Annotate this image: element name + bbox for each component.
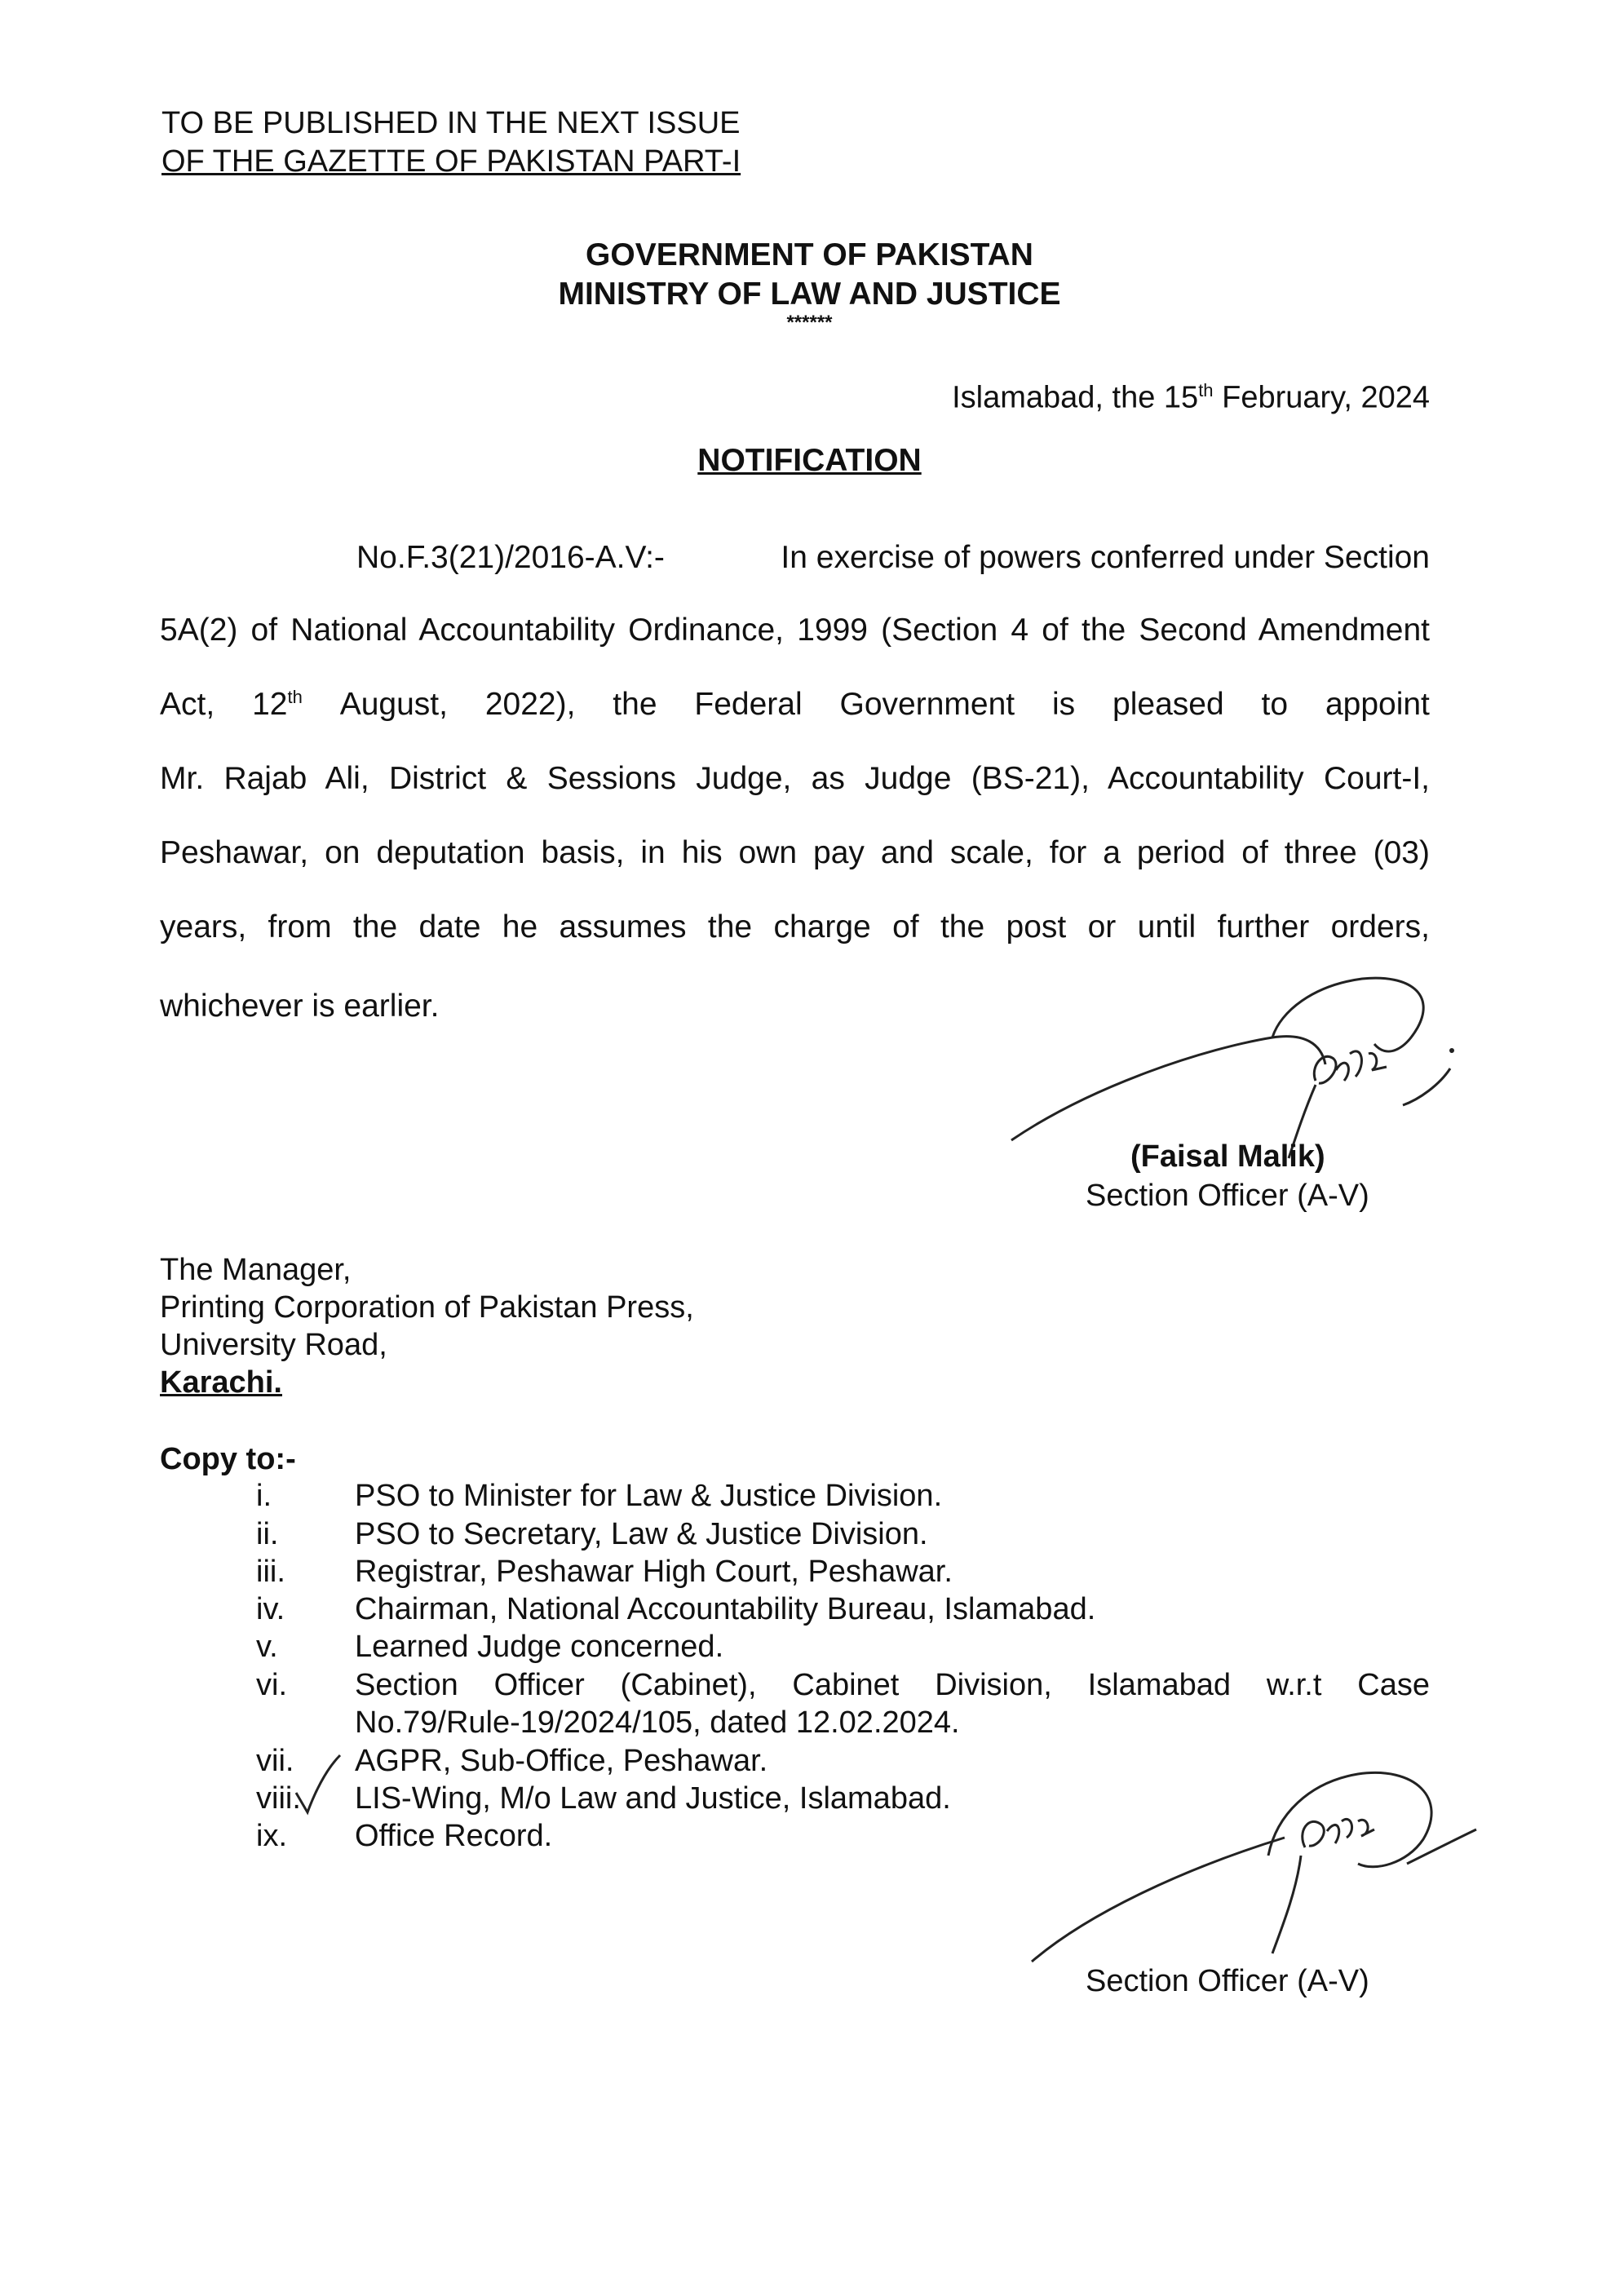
dateline-prefix: Islamabad, the 15 xyxy=(952,380,1199,415)
footer-signatory-designation: Section Officer (A-V) xyxy=(1086,1964,1369,1998)
body-line-6: years, from the date he assumes the charge of the post or until further orders, xyxy=(160,909,1430,945)
header-stars: ****** xyxy=(786,312,833,334)
body-word: Government xyxy=(839,687,1015,722)
body-word: August, xyxy=(339,687,448,722)
list-item-number: v. xyxy=(256,1630,278,1664)
copy-to-heading: Copy to:- xyxy=(160,1442,296,1476)
body-word: is xyxy=(1051,687,1076,722)
addressee-block xyxy=(160,1251,694,1401)
gazette-line-2: OF THE GAZETTE OF PAKISTAN PART-I xyxy=(161,144,741,179)
body-word: 2022), xyxy=(484,687,576,722)
list-item-text: PSO to Minister for Law & Justice Division. xyxy=(355,1479,943,1513)
list-item-number: vii. xyxy=(256,1744,294,1778)
list-item-number: viii. xyxy=(256,1781,301,1816)
signatory-name: (Faisal Malik) xyxy=(1130,1139,1325,1174)
body-line-5: Peshawar, on deputation basis, in his own pay and scale, for a period of three (03) xyxy=(160,835,1430,870)
list-item-text: Registrar, Peshawar High Court, Peshawar. xyxy=(355,1555,953,1589)
list-item-number: iii. xyxy=(256,1555,285,1589)
body-word: Act, xyxy=(160,687,215,722)
addressee-city: Karachi. xyxy=(160,1365,282,1400)
tick-mark xyxy=(290,1745,347,1819)
list-item-text: LIS-Wing, M/o Law and Justice, Islamabad. xyxy=(355,1781,951,1816)
body-word: the xyxy=(613,687,657,722)
list-item-number: iv. xyxy=(256,1592,285,1626)
body-word: appoint xyxy=(1325,687,1430,722)
dateline xyxy=(952,371,1430,418)
body-line-4: Mr. Rajab Ali, District & Sessions Judge, as Judge (BS-21), Accountability Court-I, xyxy=(160,761,1430,796)
handwritten-signature xyxy=(1024,1750,1480,1978)
list-item-text: Learned Judge concerned. xyxy=(355,1630,724,1664)
list-item-text: PSO to Secretary, Law & Justice Division. xyxy=(355,1517,928,1551)
body-word-num: 12 xyxy=(252,687,288,722)
body-word: pleased xyxy=(1113,687,1224,722)
list-item-number: ii. xyxy=(256,1517,279,1551)
list-item-text: AGPR, Sub-Office, Peshawar. xyxy=(355,1744,768,1778)
addressee-line-3: University Road, xyxy=(160,1328,387,1362)
list-item-number: vi. xyxy=(256,1668,287,1702)
body-line-3 xyxy=(160,687,1430,723)
body-line-1: In exercise of powers conferred under Section xyxy=(781,540,1430,575)
dateline-suffix: th xyxy=(1198,380,1214,400)
addressee-line-1: The Manager, xyxy=(160,1253,352,1287)
list-item-text: No.79/Rule-19/2024/105, dated 12.02.2024. xyxy=(355,1705,960,1740)
list-item-text: Section Officer (Cabinet), Cabinet Division, Islamabad w.r.t Case xyxy=(355,1668,1430,1702)
body-word xyxy=(252,687,303,723)
dateline-rest: February, 2024 xyxy=(1213,380,1430,415)
ministry-name: MINISTRY OF LAW AND JUSTICE xyxy=(558,276,1061,312)
addressee-line-2: Printing Corporation of Pakistan Press, xyxy=(160,1290,694,1325)
body-word: Federal xyxy=(694,687,803,722)
gazette-line-1: TO BE PUBLISHED IN THE NEXT ISSUE xyxy=(161,106,741,140)
signatory-designation: Section Officer (A-V) xyxy=(1086,1179,1369,1213)
body-word-sup: th xyxy=(287,687,303,707)
body-word: to xyxy=(1261,687,1289,722)
notification-title: NOTIFICATION xyxy=(697,443,922,478)
body-line-2: 5A(2) of National Accountability Ordinance, 1999 (Section 4 of the Second Amendment xyxy=(160,613,1430,648)
government-header xyxy=(0,236,1619,332)
notification-ref: No.F.3(21)/2016-A.V:- xyxy=(356,540,665,575)
list-item-number: ix. xyxy=(256,1819,287,1853)
body-line-7: whichever is earlier. xyxy=(160,989,440,1024)
list-item-number: i. xyxy=(256,1479,272,1513)
list-item-text: Chairman, National Accountability Bureau, Islamabad. xyxy=(355,1592,1096,1626)
gazette-note xyxy=(161,104,741,181)
list-item-text: Office Record. xyxy=(355,1819,553,1853)
government-name: GOVERNMENT OF PAKISTAN xyxy=(586,237,1033,272)
